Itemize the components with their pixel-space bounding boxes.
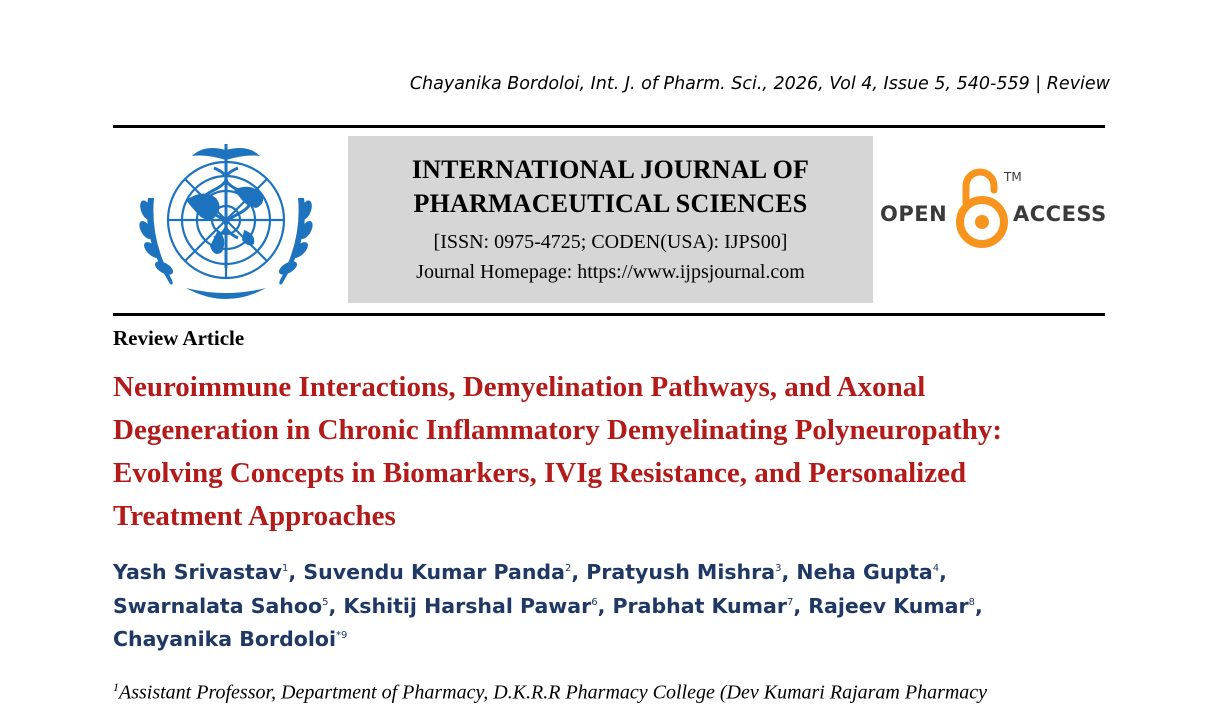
author-name: Prabhat Kumar	[612, 593, 787, 618]
author-line: Yash Srivastav$^1$, Suvendu Kumar Panda$^2$, Pratyush Mishra$^3$, Neha Gupta$^4$,	[113, 560, 947, 584]
author-name: Rajeev Kumar	[808, 593, 969, 618]
affiliation-line	[113, 674, 1113, 706]
journal-name	[348, 153, 873, 221]
article-title-line: Neuroimmune Interactions, Demyelination Pathways, and Axonal	[113, 371, 926, 403]
open-access-lock-icon	[952, 166, 1012, 250]
journal-emblem-logo	[126, 138, 326, 310]
affiliation-mark: 1	[113, 680, 119, 694]
open-access-access-text: ACCESS	[1013, 202, 1107, 226]
article-title	[113, 366, 1113, 538]
author-name: Kshitij Harshal Pawar	[343, 593, 592, 618]
header-rule-bottom	[113, 313, 1105, 316]
author-affiliation-mark: 8	[968, 596, 976, 608]
author-line: Swarnalata Sahoo$^5$, Kshitij Harshal Pawar$^6$, Prabhat Kumar$^7$, Rajeev Kumar$^8$,	[113, 593, 983, 618]
article-title-line: Degeneration in Chronic Inflammatory Demyelinating Polyneuropathy:	[113, 414, 1003, 446]
author-line	[113, 623, 1113, 657]
author-name: Swarnalata Sahoo	[113, 593, 323, 618]
author-affiliation-mark: 6	[591, 596, 598, 608]
open-access-logo	[880, 166, 1108, 250]
author-affiliation-mark: 2	[564, 563, 572, 575]
open-access-trademark: TM	[1004, 170, 1022, 184]
author-affiliation-mark: 5	[322, 596, 329, 608]
journal-homepage: Journal Homepage: https://www.ijpsjournal.com	[416, 261, 805, 283]
author-name: Pratyush Mishra	[586, 560, 776, 584]
article-type: Review Article	[113, 326, 245, 350]
author-affiliation-mark: 7	[786, 596, 794, 608]
corresponding-author-name: Chayanika Bordoloi	[113, 627, 336, 651]
author-name: Neha Gupta	[796, 560, 933, 584]
open-access-open-text: OPEN	[880, 202, 948, 226]
affiliation-text: Assistant Professor, Department of Pharmacy, D.K.R.R Pharmacy College (Dev Kumari Rajaram Pharmacy	[119, 681, 988, 704]
journal-info-box	[348, 136, 873, 303]
running-header-citation: Chayanika Bordoloi, Int. J. of Pharm. Sci., 2026, Vol 4, Issue 5, 540-559 | Review	[409, 74, 1110, 94]
author-name: Yash Srivastav	[113, 560, 283, 584]
author-list	[113, 556, 1113, 657]
author-affiliation-mark: 1	[282, 563, 289, 575]
journal-name-line2: PHARMACEUTICAL SCIENCES	[413, 189, 808, 218]
article-title-line: Treatment Approaches	[113, 500, 396, 532]
author-affiliation-mark: 4	[932, 563, 940, 575]
header-rule-top	[113, 125, 1105, 128]
journal-issn: [ISSN: 0975-4725; CODEN(USA): IJPS00]	[433, 231, 788, 253]
article-title-line: Evolving Concepts in Biomarkers, IVIg Resistance, and Personalized	[113, 457, 967, 489]
journal-name-line1: INTERNATIONAL JOURNAL OF	[411, 155, 810, 184]
author-name: Suvendu Kumar Panda	[303, 560, 565, 584]
author-affiliation-mark: 3	[775, 563, 782, 575]
author-affiliation-mark: *9	[335, 630, 348, 642]
